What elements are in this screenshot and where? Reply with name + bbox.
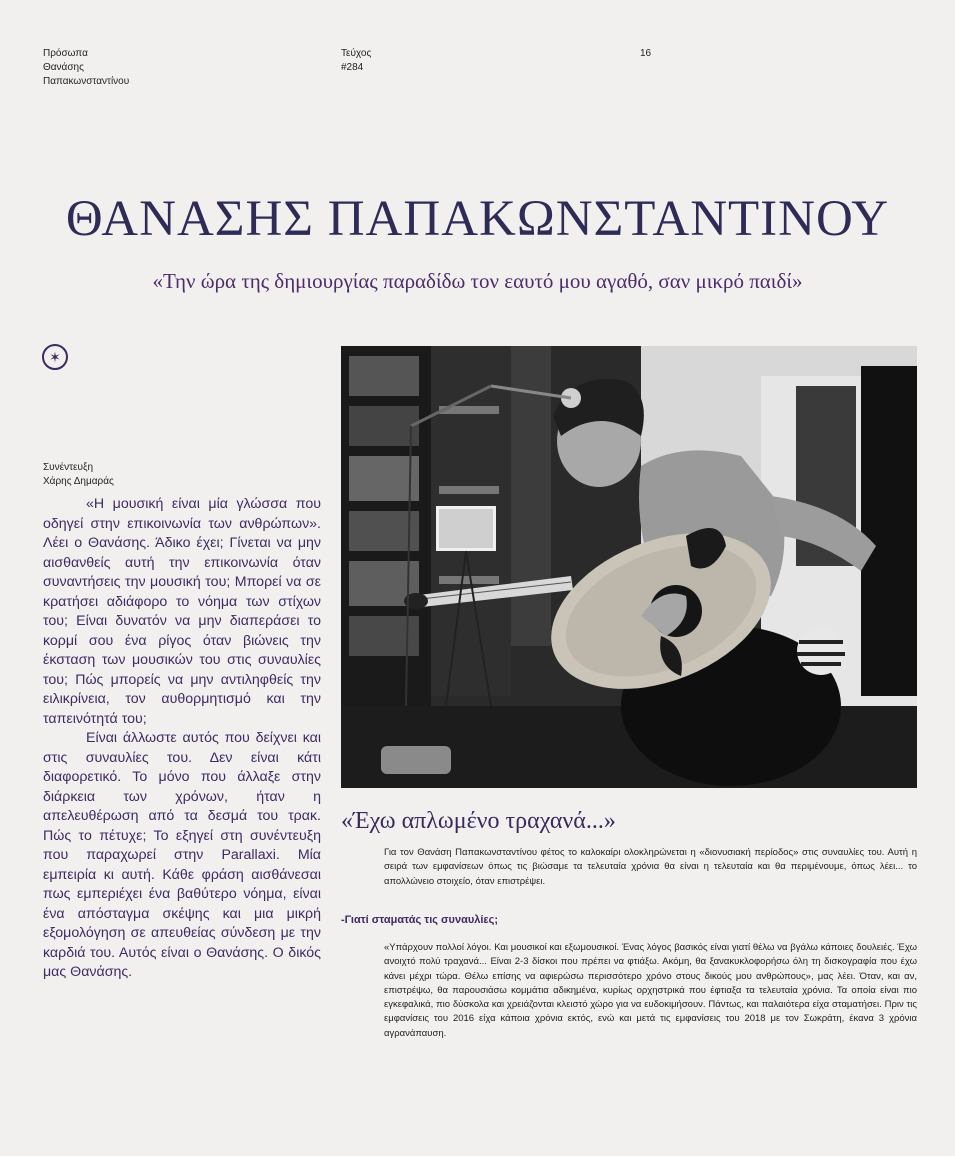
intro-paragraph: Για τον Θανάση Παπακωνσταντίνου φέτος το καλοκαίρι ολοκληρώνεται η «διονυσιακή περίοδος» στις συναυλίες του. Αυτή η σειρά των εμφανίσεων όπως τις βιώσαμε τα τελευταία χρόνια θα είναι η τελευταία και θα περιμένουμε, όπως λέει... το απολλώνειο στοιχείο, όταν επιστρέψει. [384, 847, 917, 887]
header-issue [341, 47, 371, 75]
lead-paragraph: Είναι άλλωστε αυτός που δείχνει και στις συναυλίες του. Δεν είναι κάτι διαφορετικό. Το μόνο που άλλαξε στην διάρκεια των χρόνων, ήταν η απελευθέρωση από τα δεσμά του τρακ. Πώς το πέτυχε; Το εξηγεί στη συνέντευξη που παραχωρεί στην Parallaxi. Μία εμπειρία κι αυτή. Κάθε φράση αισθάνεσαι πως εμπεριέχει ένα βαθύτερο νόημα, είναι ένα απόσταγμα σκέψης και μια μικρή εξομολόγηση σε απευθείας σύνδεση με την καρδιά του. Αυτός είναι ο Θανάσης. Ο δικός μας Θανάσης. [43, 730, 321, 980]
issue-number: #284 [341, 62, 364, 73]
lead-text [43, 495, 321, 983]
lead-paragraph: «Η μουσική είναι μία γλώσσα που οδηγεί στην επικοινωνία των ανθρώπων». Λέει ο Θανάσης. Άδικο έχει; Γίνεται να μην αισθανθείς αυτή την επικοινωνία όταν συναντήσεις την μουσική του; Μπορεί να σε κρατήσει αδιάφορο το νόημα των στίχων του; Είναι δυνατόν να μην διαπεράσει το κορμί σου ένα ρίγος όταν βιώνεις την έκσταση των μουσικών του στις συναυλίες του; Πώς μπορείς να μην αντιληφθείς την ειλικρίνεια, τον αυθορμητισμό και την ταπεινότητά του; [43, 496, 321, 727]
person-name-line2: Παπακωνσταντίνου [43, 76, 130, 87]
interview-answer: «Υπάρχουν πολλοί λόγοι. Και μουσικοί και εξωμουσικοί. Ένας λόγος βασικός είναι γιατί θέλω να βγάλω κάποιες δουλειές. Έχω ανοιχτό πολύ τραχανά... Είναι 2-3 δίσκοι που πρέπει να φτιάξω. Ακόμη, θα ξανακυκλοφορήσω όλη τη δισκογραφία που έχω κάνει μέχρι τώρα. Θέλω επίσης να αφιερώσω περισσότερο χρόνο στους δικούς μου ανθρώπους», μας λέει. Όταν, και αν, επιστρέψω, θα παρουσιάσω κομμάτια αδικημένα, κυρίως ορχηστρικά που έφτιαξα τα τελευταία χρόνια. Τα οποία είναι πιο εγκεφαλικά, πιο δύσκολα και χρειάζονται κλειστό χώρο για να ευδοκιμήσουν. Πάντως, και παλαιότερα είχα σταματήσει. Πριν τις εμφανίσεις του 2016 είχα κάποια χρόνια εκτός, ενώ και μετά τις εμφανίσεις του 2018 με τον Σωκράτη, έκανα 3 χρόνια αγρανάπαυση. [384, 942, 917, 1039]
author-name: Χάρης Δημαράς [43, 476, 114, 487]
byline [43, 461, 114, 489]
photo-illustration [341, 346, 917, 788]
musician-photo [341, 346, 917, 788]
article-title: ΘΑΝΑΣΗΣ ΠΑΠΑΚΩΝΣΤΑΝΤΙΝΟΥ [65, 191, 890, 247]
article-subtitle: «Την ώρα της δημιουργίας παραδίδω τον εαυτό μου αγαθό, σαν μικρό παιδί» [152, 269, 803, 293]
star-icon: ✶ [42, 344, 68, 370]
section-heading: «Έχω απλωμένο τραχανά...» [341, 808, 616, 834]
section-label: Πρόσωπα [43, 48, 88, 59]
credit-label: Συνέντευξη [43, 462, 94, 473]
person-name-line1: Θανάσης [43, 62, 84, 73]
header-section [43, 47, 129, 89]
page-number: 16 [640, 48, 652, 59]
interview-question: -Γιατί σταματάς τις συναυλίες; [341, 914, 499, 926]
issue-label: Τεύχος [341, 48, 372, 59]
